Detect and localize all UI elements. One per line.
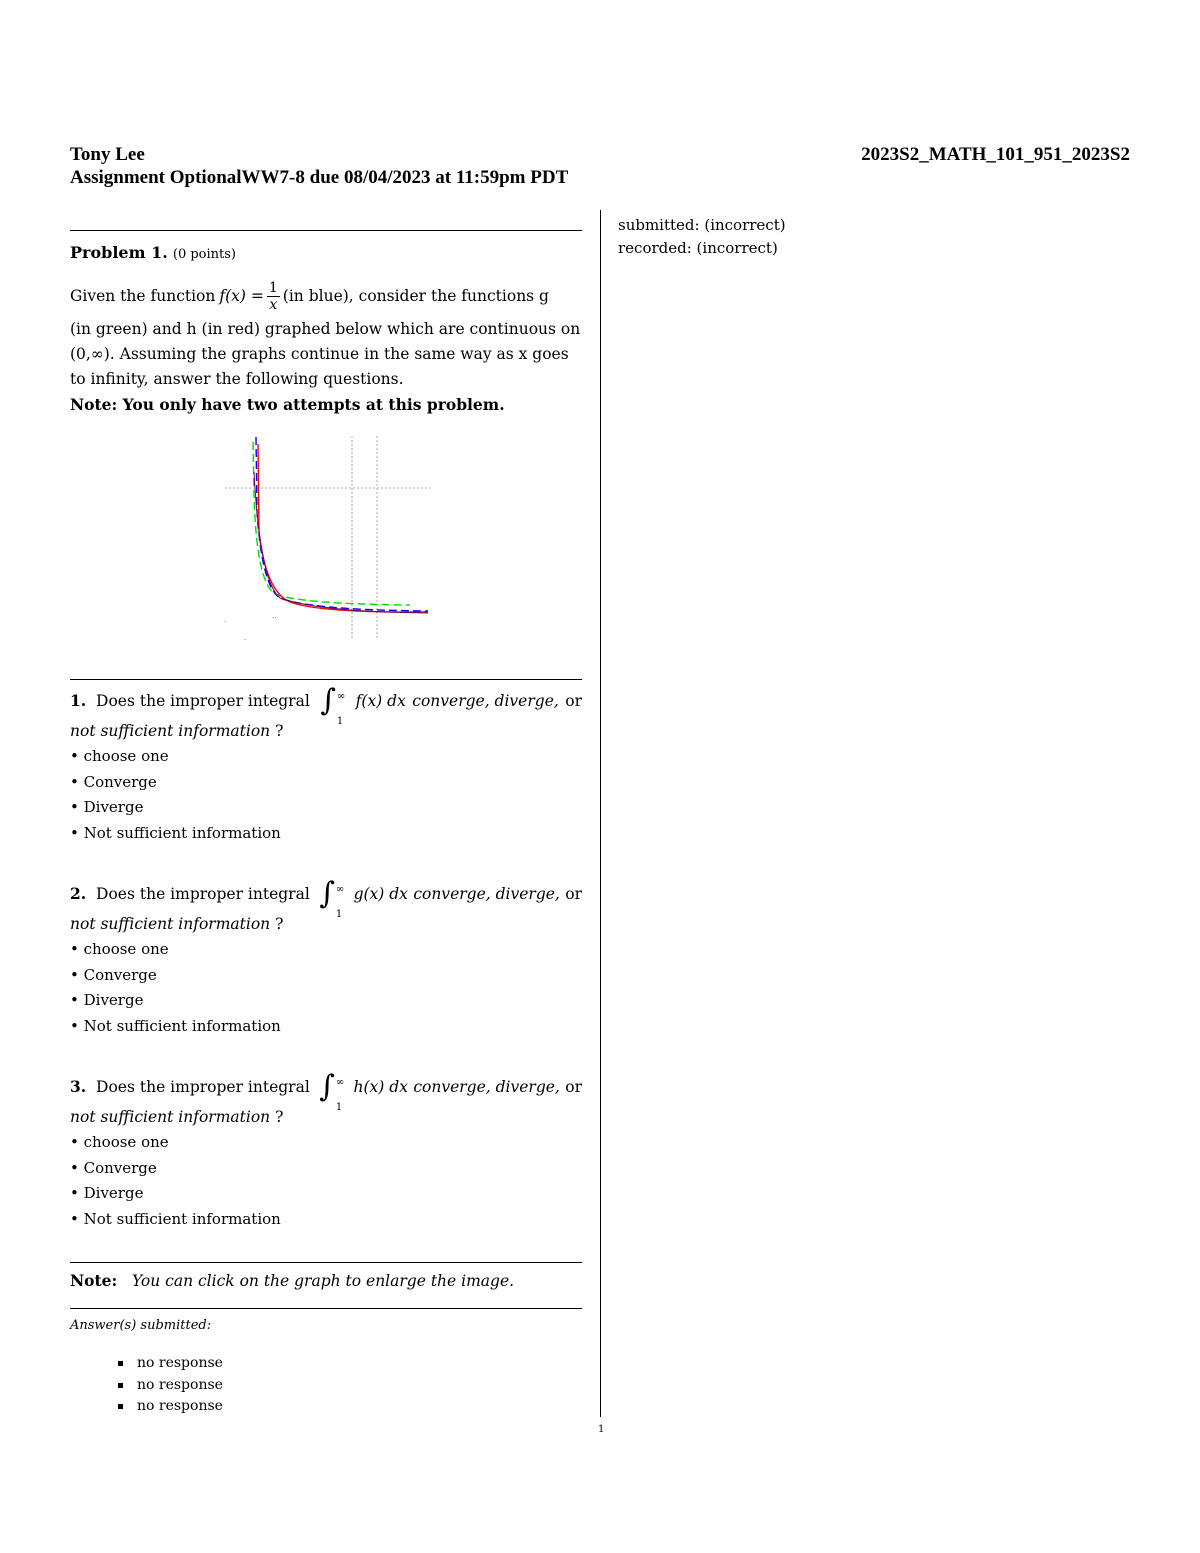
option-converge[interactable]: • Converge — [70, 1158, 157, 1177]
answer-item: no response — [118, 1353, 223, 1375]
axis-tick-label: .. — [272, 612, 277, 620]
option-choose-one[interactable]: • choose one — [70, 747, 169, 765]
option-converge[interactable]: • Converge — [70, 965, 157, 984]
page-number: 1 — [598, 1424, 605, 1435]
intro-line-4: to infinity, answer the following questions. — [70, 370, 404, 388]
question-number: 2. — [70, 884, 87, 903]
question-1-select[interactable] — [70, 744, 582, 846]
problem-heading — [70, 243, 236, 262]
integrand: h(x) dx — [353, 1077, 408, 1096]
status-panel — [618, 214, 786, 260]
answer-item: no response — [118, 1375, 223, 1397]
student-name: Tony Lee — [70, 144, 145, 165]
question-mark: ? — [275, 722, 284, 740]
submitted-status: submitted: (incorrect) — [618, 216, 786, 234]
answer-choices-text: converge, diverge, — [412, 691, 559, 710]
option-choose-one[interactable]: • choose one — [70, 1133, 169, 1151]
question-2-select[interactable] — [70, 937, 582, 1039]
fraction-numerator: 1 — [268, 279, 278, 296]
answer-choices-text: converge, diverge, — [413, 1077, 560, 1096]
question-prompt: Does the improper integral — [96, 1078, 310, 1096]
option-converge[interactable]: • Converge — [70, 772, 157, 791]
answer-item: no response — [118, 1396, 223, 1418]
question-prompt: Does the improper integral — [96, 692, 310, 710]
question-3-line — [70, 1069, 582, 1113]
problem-title: Problem 1. — [70, 243, 168, 262]
questions-top-rule — [70, 679, 582, 680]
note-label: Note: — [70, 1271, 118, 1290]
integral-symbol — [319, 876, 345, 920]
integral-lower-limit: 1 — [336, 716, 344, 727]
course-code: 2023S2_MATH_101_951_2023S2 — [861, 144, 1130, 165]
note-top-rule — [70, 1262, 582, 1263]
question-prompt: Does the improper integral — [96, 885, 310, 903]
question-number: 3. — [70, 1077, 87, 1096]
answers-top-rule — [70, 1308, 582, 1309]
graph-svg[interactable] — [220, 432, 435, 647]
answers-label: Answer(s) submitted: — [70, 1318, 212, 1333]
option-choose-one[interactable]: • choose one — [70, 940, 169, 958]
question-line-2: not sufficient information — [70, 1108, 271, 1126]
question-2 — [70, 876, 582, 1039]
function-f: f(x) = — [219, 286, 264, 305]
graph-image[interactable] — [220, 432, 435, 647]
question-number: 1. — [70, 691, 87, 710]
integral-sign-icon: ∫ — [319, 876, 335, 911]
or-text: or — [565, 884, 582, 903]
attempts-note: Note: You only have two attempts at this problem. — [70, 395, 505, 414]
answer-choices-text: converge, diverge, — [413, 884, 560, 903]
question-mark: ? — [275, 915, 284, 933]
problem-top-rule — [70, 230, 582, 231]
curve-overlap — [254, 472, 428, 613]
option-not-sufficient[interactable]: • Not sufficient information — [70, 1209, 281, 1228]
option-diverge[interactable]: • Diverge — [70, 991, 144, 1009]
integrand: g(x) dx — [353, 884, 408, 903]
column-divider — [600, 210, 601, 1417]
axis-tick-label: . — [244, 634, 247, 642]
note-text: You can click on the graph to enlarge the image. — [132, 1272, 515, 1290]
integrand: f(x) dx — [355, 691, 406, 710]
option-not-sufficient[interactable]: • Not sufficient information — [70, 823, 281, 842]
question-line-2: not sufficient information — [70, 722, 271, 740]
curve-h-red — [258, 444, 428, 612]
intro-text-a: Given the function — [70, 286, 216, 305]
integral-lower-limit: 1 — [335, 1102, 343, 1113]
option-diverge[interactable]: • Diverge — [70, 798, 144, 816]
recorded-status: recorded: (incorrect) — [618, 239, 778, 257]
option-not-sufficient[interactable]: • Not sufficient information — [70, 1016, 281, 1035]
question-1 — [70, 683, 582, 846]
integral-sign-icon: ∫ — [320, 683, 336, 718]
integral-upper-limit: ∞ — [335, 884, 345, 895]
integral-symbol — [319, 1069, 345, 1113]
integral-sign-icon: ∫ — [319, 1069, 335, 1104]
fraction-one-over-x — [267, 281, 280, 312]
integral-upper-limit: ∞ — [336, 691, 346, 702]
intro-line-3: (0,∞). Assuming the graphs continue in the same way as x goes — [70, 345, 569, 363]
or-text: or — [565, 691, 582, 710]
intro-line-2: (in green) and h (in red) graphed below which are continuous on — [70, 320, 581, 338]
intro-text-b: (in blue), consider the functions g — [282, 286, 549, 305]
problem-points: (0 points) — [172, 247, 236, 262]
question-1-line — [70, 683, 582, 727]
curve-g-green — [253, 442, 410, 605]
or-text: or — [565, 1077, 582, 1096]
question-2-line — [70, 876, 582, 920]
integral-symbol — [320, 683, 346, 727]
question-3 — [70, 1069, 582, 1232]
curve-f-blue — [256, 437, 428, 611]
question-mark: ? — [275, 1108, 284, 1126]
question-3-select[interactable] — [70, 1130, 582, 1232]
integral-upper-limit: ∞ — [335, 1077, 345, 1088]
graph-note — [70, 1268, 514, 1294]
fraction-denominator: x — [269, 296, 278, 313]
assignment-title: Assignment OptionalWW7-8 due 08/04/2023 at 11:59pm PDT — [70, 167, 569, 188]
problem-statement — [70, 279, 582, 417]
question-line-2: not sufficient information — [70, 915, 271, 933]
axis-tick-label: . — [224, 616, 227, 624]
answers-list — [118, 1353, 223, 1418]
integral-lower-limit: 1 — [335, 909, 343, 920]
option-diverge[interactable]: • Diverge — [70, 1184, 144, 1202]
